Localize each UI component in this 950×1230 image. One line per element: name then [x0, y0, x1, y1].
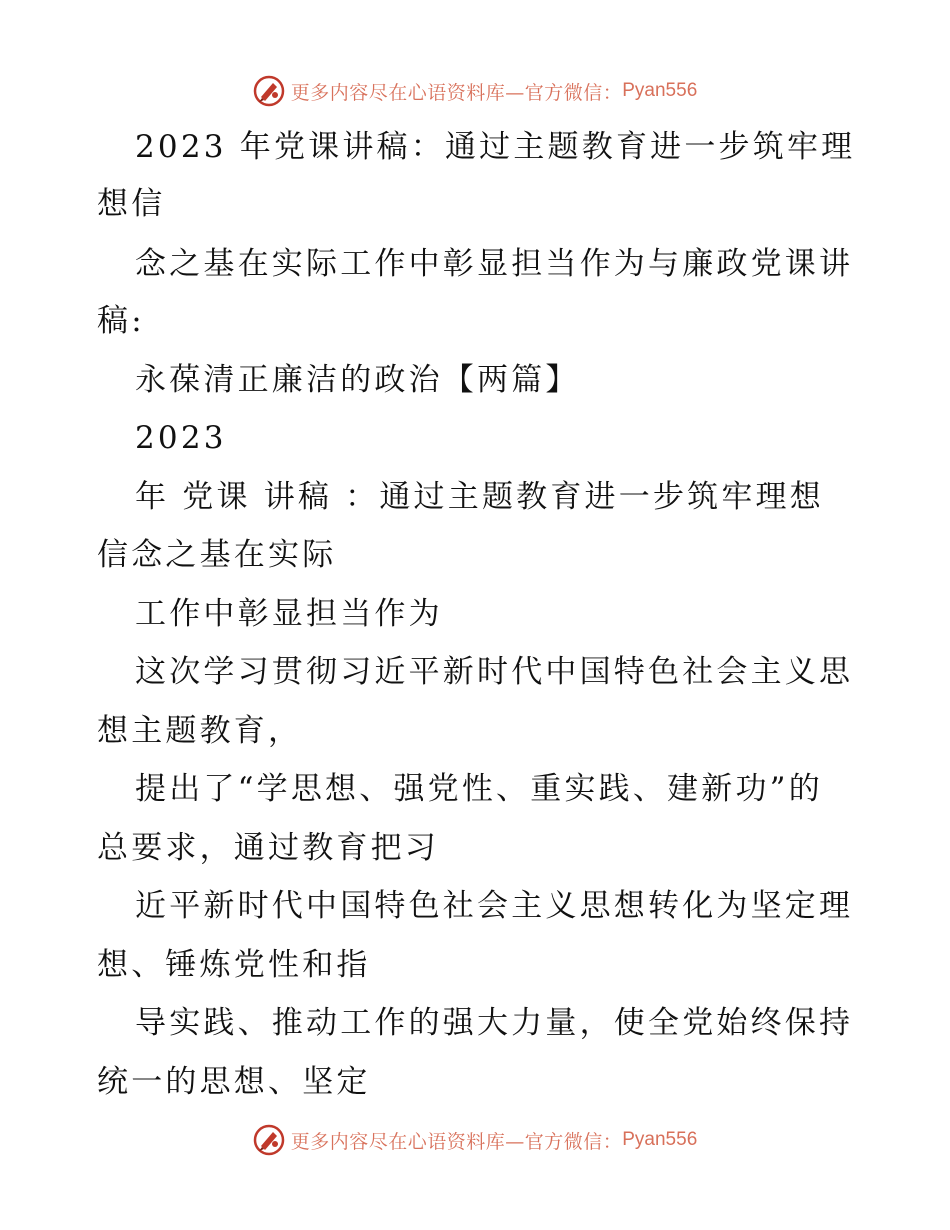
footer-watermark-banner: [0, 1120, 950, 1160]
text-line: 稿:: [97, 303, 145, 339]
logo-icon: [253, 75, 285, 107]
text-line: 2023: [135, 420, 227, 456]
footer-banner-text: 更多内容尽在心语资料库—官方微信：: [290, 1130, 623, 1153]
text-line: 提出了“学思想、强党性、重实践、建新功”的: [135, 771, 823, 807]
text-line: 导实践、推动工作的强大力量，使全党始终保持: [135, 1005, 854, 1041]
header-banner-wechat-id: Pyan556: [622, 80, 698, 101]
header-watermark-banner: [0, 71, 950, 111]
text-line: 想、锤炼党性和指: [97, 947, 371, 983]
text-line: 统一的思想、坚定: [97, 1064, 371, 1100]
logo-icon: [253, 1124, 285, 1156]
text-line: 工作中彰显担当作为: [135, 596, 443, 632]
text-line: 2023 年党课讲稿：通过主题教育进一步筑牢理: [135, 129, 856, 165]
header-banner-text: 更多内容尽在心语资料库—官方微信：: [290, 81, 623, 104]
text-line: 永葆清正廉洁的政治【两篇】: [135, 362, 580, 398]
text-line: 想信: [97, 186, 166, 222]
text-line: 这次学习贯彻习近平新时代中国特色社会主义思: [135, 654, 854, 690]
text-line: 信念之基在实际: [97, 537, 337, 573]
text-line: 总要求，通过教育把习: [97, 830, 439, 866]
text-line: 年 党课 讲稿 ：通过主题教育进一步筑牢理想: [135, 479, 824, 515]
text-line: 念之基在实际工作中彰显担当作为与廉政党课讲: [135, 246, 854, 282]
text-line: 近平新时代中国特色社会主义思想转化为坚定理: [135, 888, 854, 924]
footer-banner-wechat-id: Pyan556: [622, 1129, 698, 1150]
text-line: 想主题教育，: [97, 713, 303, 749]
